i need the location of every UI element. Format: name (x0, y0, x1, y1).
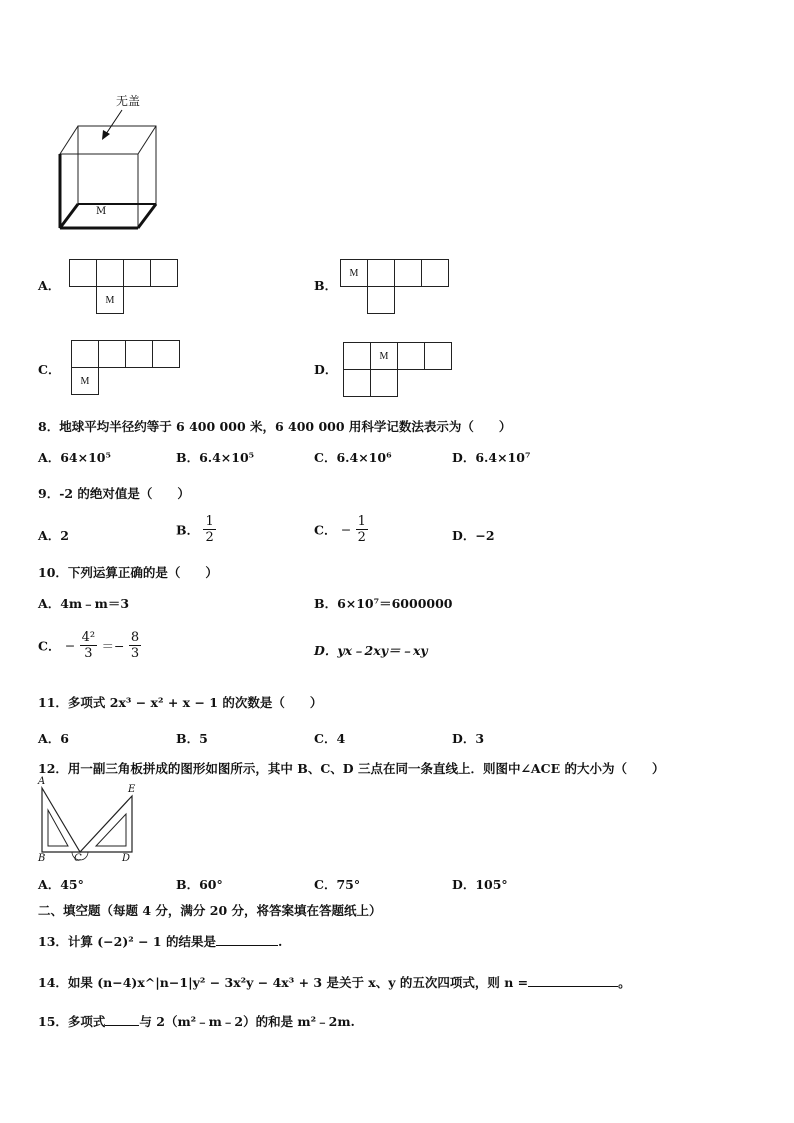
q13 (38, 932, 282, 950)
q12-option-a: A．45° (38, 877, 84, 892)
net-cell (343, 342, 371, 370)
label-c: C (74, 853, 82, 864)
net-cell-m: M (96, 286, 124, 314)
q10-option-c-fraction-2 (129, 630, 141, 661)
label-d: D (122, 853, 131, 864)
q9-option-d: D．−2 (452, 528, 495, 543)
q9-option-b (176, 514, 216, 545)
net-cell (98, 340, 126, 368)
net-cell (394, 259, 422, 287)
q15 (38, 1012, 355, 1030)
q13-end: . (277, 934, 283, 949)
net-c (71, 340, 183, 397)
option-a-letter: A． (38, 278, 61, 293)
net-cell (343, 369, 371, 397)
q14-end: 。 (618, 975, 631, 990)
q11-option-a: A．6 (38, 731, 69, 746)
q14-text: 14．如果 (n−4)x^|n−1|y² − 3x²y − 4x³ + 3 是关于 x、y 的五次四项式，则 n = (38, 975, 529, 990)
net-cell (152, 340, 180, 368)
q8-option-c: C．6.4×10⁶ (314, 450, 392, 465)
q11-option-b: B．5 (176, 731, 208, 746)
q10-option-c-fraction-1 (80, 630, 97, 661)
q10-option-d: D．yx﹣2xy＝﹣xy (314, 643, 428, 658)
q9-option-a: A．2 (38, 528, 69, 543)
fraction-denominator: 3 (130, 646, 140, 661)
q8-option-d: D．6.4×10⁷ (452, 450, 531, 465)
net-cell-m: M (370, 342, 398, 370)
q10-option-b: B．6×10⁷＝6000000 (314, 596, 453, 611)
net-cell (421, 259, 449, 287)
net-b (340, 259, 452, 316)
fraction-numerator: 1 (205, 514, 214, 529)
q12-triangles-figure (36, 776, 146, 866)
q13-text: 13．计算 (−2)² − 1 的结果是 (38, 934, 216, 949)
q13-answer-blank[interactable] (216, 945, 278, 946)
q9-stem: 9．-2 的绝对值是（ ） (38, 486, 190, 501)
q11-option-c: C．4 (314, 731, 346, 746)
q8-option-b: B．6.4×10⁵ (176, 450, 255, 465)
net-cell (424, 342, 452, 370)
cube-face-label: M (96, 206, 107, 217)
q14 (38, 973, 631, 991)
net-d (343, 342, 455, 399)
cube-lid-label: 无盖 (116, 94, 141, 108)
q12-option-d: D．105° (452, 877, 508, 892)
q12-option-b: B．60° (176, 877, 223, 892)
net-cell-m: M (340, 259, 368, 287)
q15-answer-blank[interactable] (105, 1025, 139, 1026)
fraction-denominator: 2 (205, 530, 214, 545)
net-cell (96, 259, 124, 287)
option-b-letter: B． (314, 278, 338, 293)
label-a: A (38, 776, 46, 787)
q11-option-d: D．3 (452, 731, 485, 746)
section-2-heading: 二、填空题（每题 4 分，满分 20 分，将答案填在答题纸上） (38, 903, 382, 918)
fraction-numerator: 8 (130, 630, 140, 645)
label-b: B (38, 853, 46, 864)
fraction-denominator: 2 (357, 530, 366, 545)
q12-stem: 12．用一副三角板拼成的图形如图所示，其中 B、C、D 三点在同一条直线上．则图中∠ACE 的大小为（ ） (38, 761, 665, 776)
q9-option-b-fraction (203, 514, 215, 545)
minus-sign: − (64, 638, 76, 653)
net-cell (397, 342, 425, 370)
q10-option-c-letter: C． (38, 638, 61, 654)
net-cell (150, 259, 178, 287)
q10-option-c (38, 630, 141, 661)
q9-option-c-letter: C． (314, 522, 337, 538)
fraction-numerator: 4² (81, 630, 96, 645)
net-cell (370, 369, 398, 397)
fraction-denominator: 3 (80, 645, 97, 661)
q10-stem: 10．下列运算正确的是（ ） (38, 565, 218, 580)
q10-option-a: A．4m﹣m＝3 (38, 596, 130, 611)
q10-option-c-equals: ＝− (101, 638, 125, 654)
q9-option-b-letter: B． (176, 522, 200, 538)
net-cell (69, 259, 97, 287)
net-cell (125, 340, 153, 368)
q14-answer-blank[interactable] (528, 986, 618, 987)
label-e: E (128, 784, 136, 795)
net-cell (71, 340, 99, 368)
q8-stem: 8．地球平均半径约等于 6 400 000 米，6 400 000 用科学记数法表示为（ ） (38, 419, 512, 434)
q9-option-c-sign: − (340, 522, 352, 537)
q12-option-c: C．75° (314, 877, 361, 892)
net-cell (123, 259, 151, 287)
q9-option-c-fraction (356, 514, 368, 545)
net-cell (367, 259, 395, 287)
q8-option-a: A．64×10⁵ (38, 450, 111, 465)
option-d-letter: D． (314, 362, 338, 377)
q15-end: 与 2（m²﹣m﹣2）的和是 m²﹣2m. (139, 1014, 355, 1029)
fraction-numerator: 1 (357, 514, 366, 529)
q11-stem: 11．多项式 2x³ − x² + x − 1 的次数是（ ） (38, 695, 323, 710)
open-cube-drawing (50, 88, 170, 238)
net-a (69, 259, 181, 316)
net-cell-m: M (71, 367, 99, 395)
net-cell (367, 286, 395, 314)
option-c-letter: C． (38, 362, 61, 377)
q9-option-c (314, 514, 368, 545)
cube-figure (50, 88, 170, 238)
q15-text: 15．多项式 (38, 1014, 106, 1029)
